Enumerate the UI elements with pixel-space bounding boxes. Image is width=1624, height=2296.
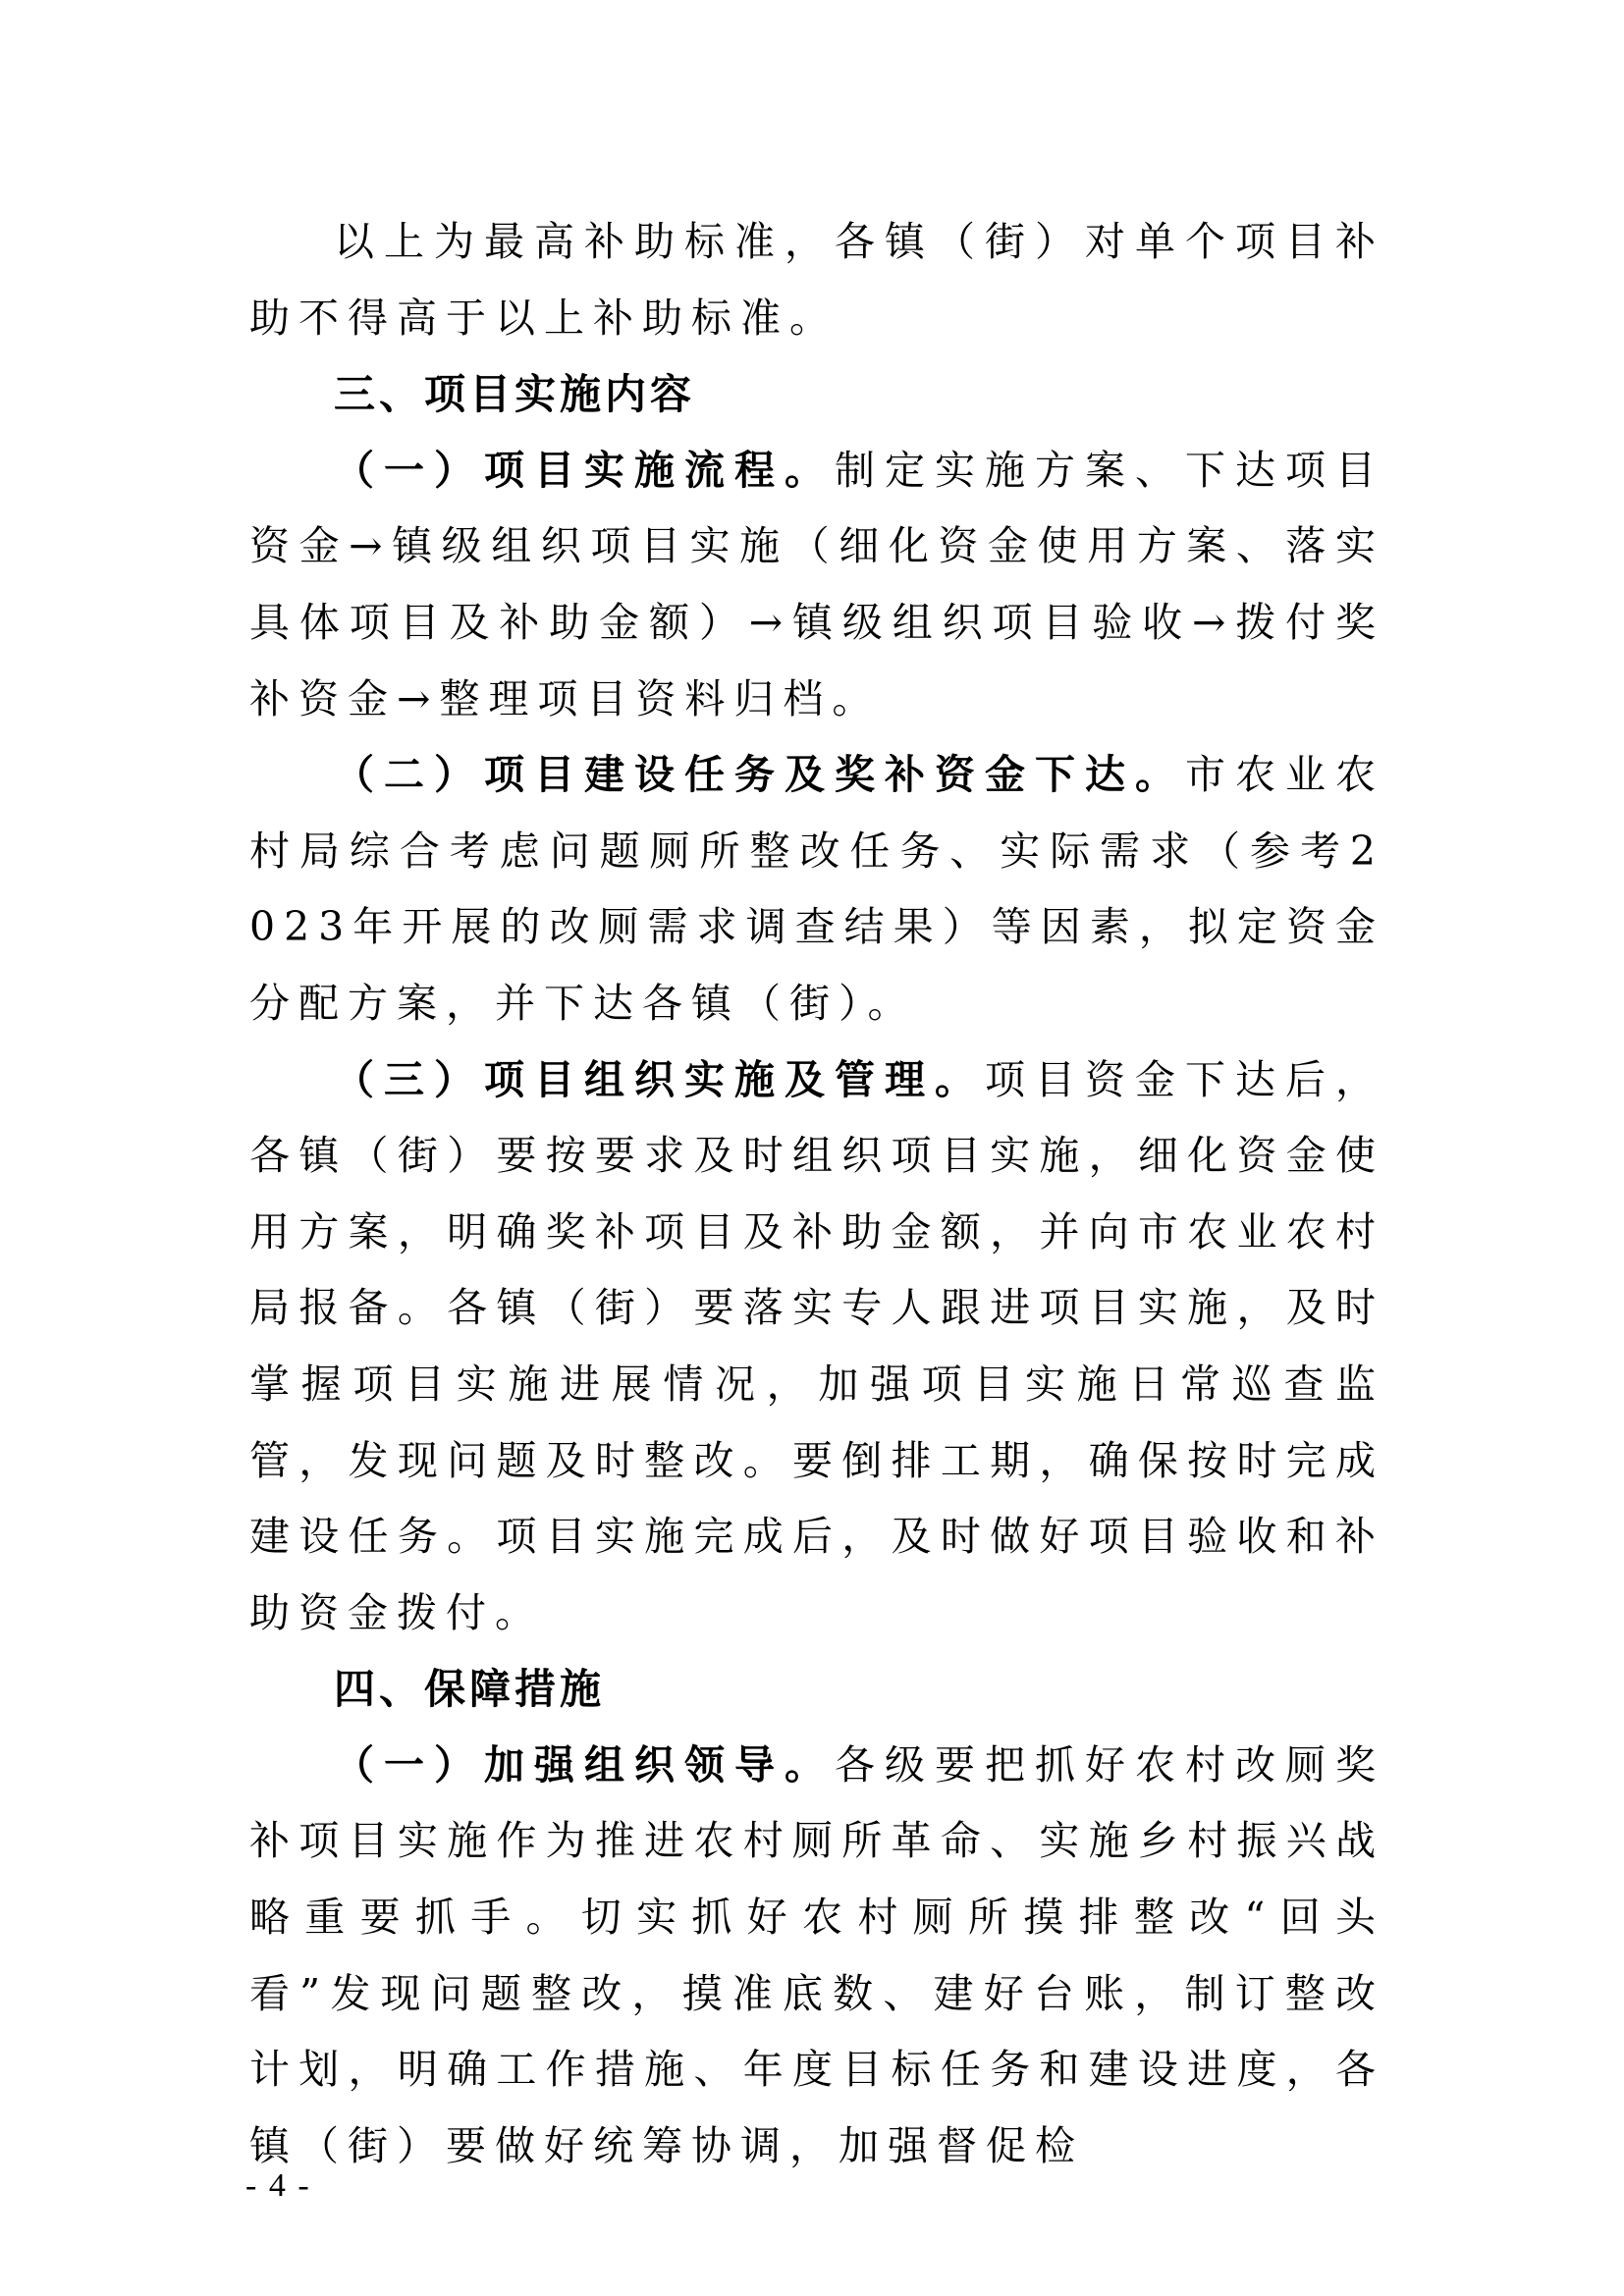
subsection-heading: （二）项目建设任务及奖补资金下达。 <box>334 751 1185 799</box>
paragraph-organization-management <box>249 1042 1384 1652</box>
section-heading-implementation: 三、项目实施内容 <box>334 370 696 419</box>
subsection-heading: （一）项目实施流程。 <box>334 446 835 494</box>
subsection-heading: （三）项目组织实施及管理。 <box>334 1055 985 1103</box>
section-heading-safeguards: 四、保障措施 <box>334 1665 606 1714</box>
paragraph-text: 项目资金下达后，各镇（街）要按要求及时组织项目实施，细化资金使用方案，明确奖补项目及补助金额，并向市农业农村局报备。各镇（街）要落实专人跟进项目实施，及时掌握项目实施进展情况，加强项目实施日常巡查监管，发现问题及时整改。要倒排工期，确保按时完成建设任务。项目实施完成后，及时做好项目验收和补助资金拨付。 <box>249 1055 1384 1636</box>
paragraph-implementation-process <box>249 433 1384 737</box>
paragraph-text: 市农业农村局综合考虑问题厕所整改任务、实际需求（参考2023年开展的改厕需求调查结果）等因素，拟定资金分配方案，并下达各镇（街）。 <box>249 751 1384 1027</box>
paragraph-leadership <box>249 1728 1384 2185</box>
paragraph-text: 各级要把抓好农村改厕奖补项目实施作为推进农村厕所革命、实施乡村振兴战略重要抓手。切实抓好农村厕所摸排整改“回头看”发现问题整改，摸准底数、建好台账，制订整改计划，明确工作措施、年度目标任务和建设进度，各镇（街）要做好统筹协调，加强督促检 <box>249 1740 1384 2169</box>
paragraph-task-allocation <box>249 737 1384 1041</box>
paragraph-text: 以上为最高补助标准，各镇（街）对单个项目补助不得高于以上补助标准。 <box>249 218 1384 342</box>
paragraph-text: 制定实施方案、下达项目资金→镇级组织项目实施（细化资金使用方案、落实具体项目及补助金额）→镇级组织项目验收→拨付奖补资金→整理项目资料归档。 <box>249 446 1384 722</box>
subsection-heading: （一）加强组织领导。 <box>334 1740 835 1789</box>
page-number: - 4 - <box>245 2167 311 2204</box>
page-body <box>249 204 1384 2184</box>
paragraph-subsidy-standard <box>249 204 1384 356</box>
